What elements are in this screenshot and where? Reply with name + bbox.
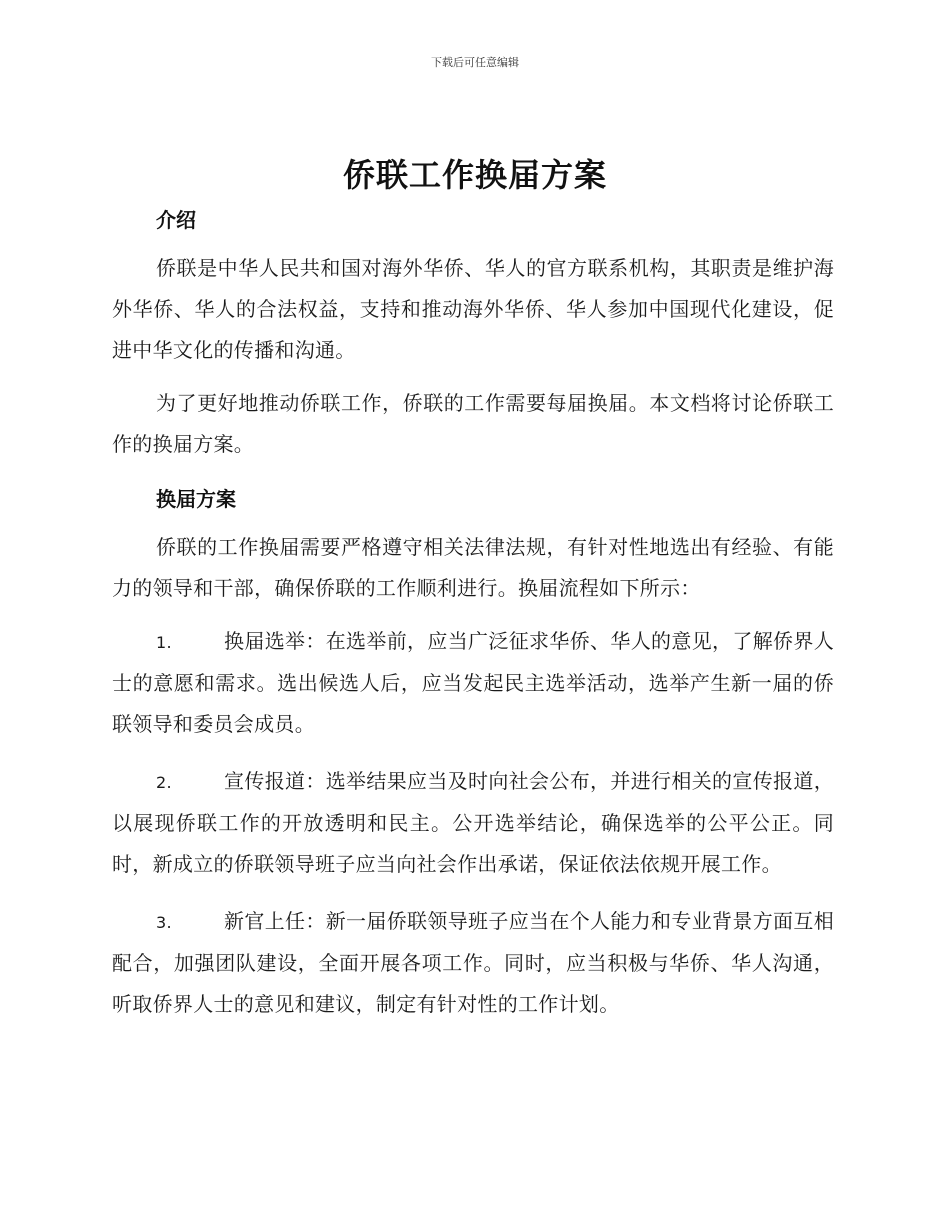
list-item-number: 2. — [156, 773, 172, 792]
section-heading-plan: 换届方案 — [156, 487, 236, 511]
document-body — [112, 198, 834, 1041]
list-item-text: 新官上任：新一届侨联领导班子应当在个人能力和专业背景方面互相配合，加强团队建设，全面开展各项工作。同时，应当积极与华侨、华人沟通，听取侨界人士的意见和建议，制定有针对性的工作计划。 — [112, 909, 834, 1016]
plan-paragraph: 侨联的工作换届需要严格遵守相关法律法规，有针对性地选出有经验、有能力的领导和干部，确保侨联的工作顺利进行。换届流程如下所示： — [112, 535, 834, 600]
intro-paragraph: 侨联是中华人民共和国对海外华侨、华人的官方联系机构，其职责是维护海外华侨、华人的合法权益，支持和推动海外华侨、华人参加中国现代化建设，促进中华文化的传播和沟通。 — [112, 256, 834, 362]
header-note: 下载后可任意编辑 — [431, 56, 519, 69]
document-title: 侨联工作换届方案 — [342, 156, 607, 194]
list-item-number: 3. — [156, 913, 172, 932]
section-heading-intro: 介绍 — [156, 208, 196, 232]
list-item — [112, 761, 834, 885]
list-item — [112, 901, 834, 1025]
list-item-text: 宣传报道：选举结果应当及时向社会公布，并进行相关的宣传报道，以展现侨联工作的开放透明和民主。公开选举结论，确保选举的公平公正。同时，新成立的侨联领导班子应当向社会作出承诺，保证依法依规开展工作。 — [112, 769, 834, 876]
intro-paragraph: 为了更好地推动侨联工作，侨联的工作需要每届换届。本文档将讨论侨联工作的换届方案。 — [112, 391, 834, 456]
list-item-text: 换届选举：在选举前，应当广泛征求华侨、华人的意见，了解侨界人士的意愿和需求。选出候选人后，应当发起民主选举活动，选举产生新一届的侨联领导和委员会成员。 — [112, 629, 834, 736]
list-item-number: 1. — [156, 633, 172, 652]
list-item — [112, 621, 834, 745]
